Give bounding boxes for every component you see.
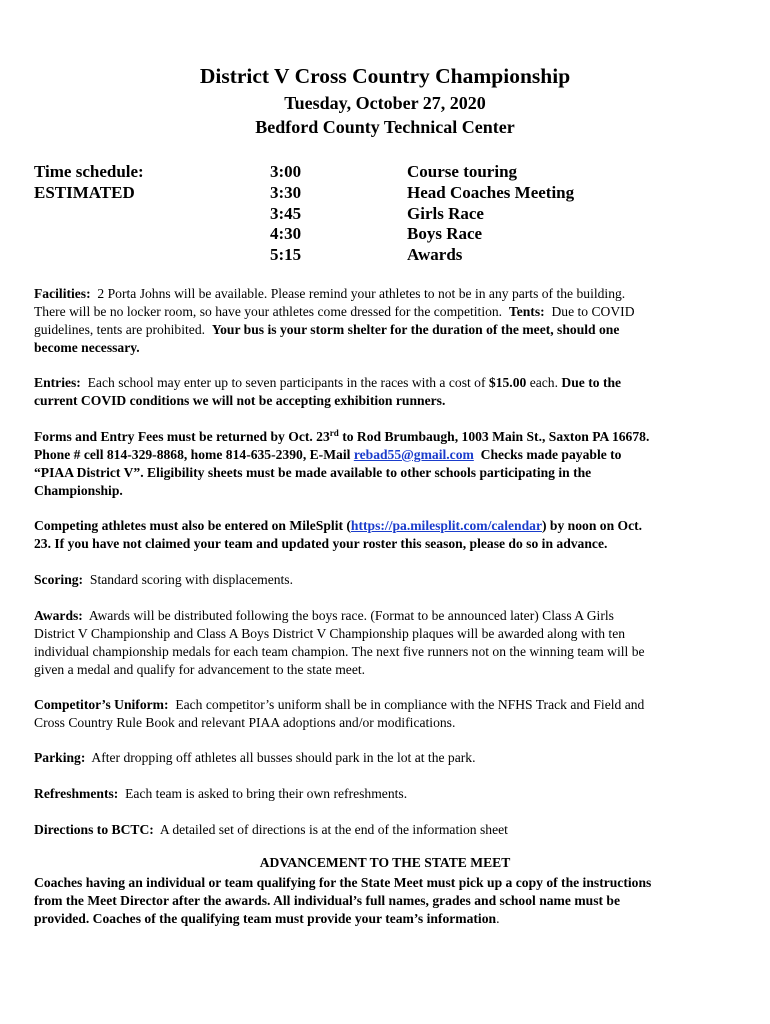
- schedule-event: Head Coaches Meeting: [407, 182, 575, 202]
- forms-paragraph: Forms and Entry Fees must be returned by Oct. 23rd to Rod Brumbaugh, 1003 Main St., Saxton PA 16678. Phone # cell 814-329-8868, home 814-635-2390, E-Mail rebad55@gmail.com Checks made payable to “PIAA District V”. Eligibility sheets must be made available to other schools participating in the Championship.: [34, 428, 650, 498]
- entries-paragraph: Entries: Each school may enter up to seven participants in the races with a cost of $15.00 each. Due to the current COVID conditions we will not be accepting exhibition runners.: [34, 375, 622, 408]
- schedule-time: 5:15: [270, 245, 302, 265]
- schedule-times: [270, 162, 301, 266]
- directions-paragraph: Directions to BCTC: A detailed set of directions is at the end of the information sheet: [34, 822, 508, 837]
- refreshments-label: Refreshments:: [34, 786, 119, 801]
- advancement-paragraph: Coaches having an individual or team qualifying for the State Meet must pick up a copy of the instructions from the Meet Director after the awards. All individual’s full names, grades and school name must be provided. Coaches of the qualifying team must provide your team’s information.: [34, 875, 652, 926]
- schedule-time: 3:00: [270, 162, 302, 181]
- entries-label: Entries:: [34, 375, 81, 390]
- competing-paragraph: Competing athletes must also be entered on MileSplit (https://pa.milesplit.com/calendar) by noon on Oct. 23. If you have not claimed your team and updated your roster this season, please do so in advance.: [34, 518, 643, 551]
- schedule-events: [407, 162, 574, 266]
- schedule-event: Girls Race: [407, 203, 484, 223]
- milesplit-link[interactable]: https://pa.milesplit.com/calendar: [350, 518, 542, 533]
- schedule-time: 3:45: [270, 203, 302, 223]
- directions-label: Directions to BCTC:: [34, 822, 154, 837]
- schedule-time: 3:30: [270, 182, 302, 202]
- email-link[interactable]: rebad55@gmail.com: [353, 447, 474, 462]
- refreshments-paragraph: Refreshments: Each team is asked to bring their own refreshments.: [34, 786, 408, 801]
- schedule-event: Boys Race: [407, 224, 483, 244]
- event-date: Tuesday, October 27, 2020: [284, 93, 486, 113]
- uniform-label: Competitor’s Uniform:: [34, 697, 169, 712]
- advancement-heading: ADVANCEMENT TO THE STATE MEET: [259, 855, 511, 870]
- schedule-event: Course touring: [407, 162, 518, 181]
- page-title: District V Cross Country Championship: [199, 64, 571, 88]
- tents-label: Tents:: [508, 304, 545, 319]
- awards-paragraph: Awards: Awards will be distributed following the boys race. (Format to be announced later) Class A Girls District V Championship and Class A Boys District V Championship plaques will be awarded along with ten individual championship medals for each team champion. The next five runners not on the winning team will be given a medal and qualify for advancement to the state meet.: [34, 608, 645, 677]
- facilities-label: Facilities:: [34, 286, 91, 301]
- scoring-paragraph: Scoring: Standard scoring with displacements.: [34, 572, 294, 587]
- entry-cost: $15.00: [488, 375, 527, 390]
- storm-shelter-note: Your bus is your storm shelter for the duration of the meet, should one: [211, 322, 620, 337]
- facilities-paragraph: Facilities: 2 Porta Johns will be available. Please remind your athletes to not be in any parts of the building. There will be no locker room, so have your athletes come dressed for the competition. Tents: Due to COVID guidelines, tents are prohibited. Your bus is your storm shelter for the duration of the meet, should one become necessary.: [34, 286, 635, 355]
- uniform-paragraph: Competitor’s Uniform: Each competitor’s uniform shall be in compliance with the NFHS Track and Field and Cross Country Rule Book and relevant PIAA adoptions and/or modifications.: [34, 697, 645, 730]
- awards-label: Awards:: [34, 608, 83, 623]
- parking-paragraph: Parking: After dropping off athletes all busses should park in the lot at the park.: [34, 750, 476, 765]
- scoring-label: Scoring:: [34, 572, 84, 587]
- schedule-time: 4:30: [270, 224, 302, 244]
- event-venue: Bedford County Technical Center: [255, 117, 515, 137]
- parking-label: Parking:: [34, 750, 86, 765]
- schedule-label: Time schedule:: [34, 162, 144, 181]
- schedule-note: ESTIMATED: [34, 182, 135, 202]
- schedule-event: Awards: [407, 245, 463, 265]
